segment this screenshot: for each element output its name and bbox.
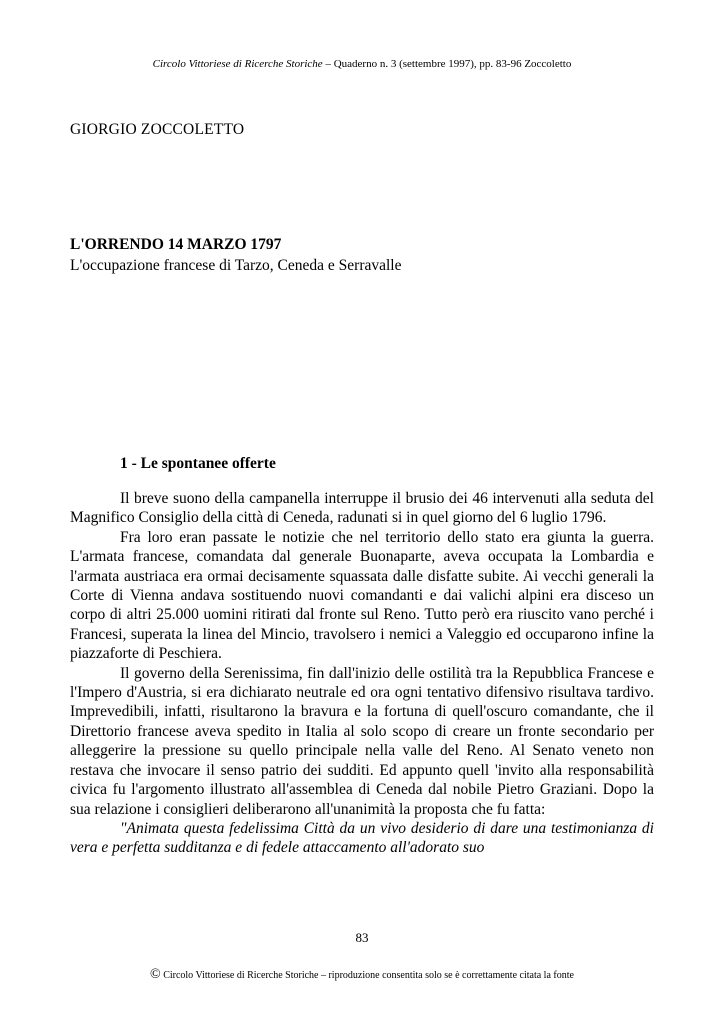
copyright-symbol: © [150, 967, 161, 982]
quoted-resolution: "Animata questa fedelissima Città da un vivo desiderio di dare una testimonianza di vera e perfetta sudditanza e di fedele attaccamento all'adorato suo [70, 819, 654, 857]
body-paragraph: Il breve suono della campanella interruppe il brusio dei 46 intervenuti alla seduta del Magnifico Consiglio della città di Ceneda, radunati si in quel giorno del 6 luglio 1796. [70, 490, 654, 527]
article-title: L'ORRENDO 14 MARZO 1797 [70, 236, 282, 253]
author-name: GIORGIO ZOCCOLETTO [70, 121, 245, 138]
copyright-text: Circolo Vittoriese di Ricerche Storiche – riproduzione consentita solo se è correttamente citata la fonte [163, 970, 574, 981]
body-paragraph: Fra loro eran passate le notizie che nel territorio dello stato era giunta la guerra. L'armata francese, comandata dal generale Buonaparte, aveva occupata la Lombardia e l'armata austriaca era ormai decisamente squassata dalle disfatte subite. Ai vecchi generali la Corte di Vienna andava sostituendo nuovi comandanti e dai valichi alpini era disceso un corpo di altri 25.000 uomini ritirati dal fronte sul Reno. Tutto però era riuscito vano perché i Francesi, superata la linea del Mincio, travolsero i nemici a Valeggio ed occuparono infine la piazzaforte di Peschiera. [70, 528, 654, 663]
page-number: 83 [355, 930, 369, 945]
page-footer [0, 967, 724, 983]
body-paragraph: Il governo della Serenissima, fin dall'inizio delle ostilità tra la Repubblica Francese e l'Impero d'Austria, si era dichiarato neutrale ed ora ogni tentativo difensivo risultava tardivo. Imprevedibili, infatti, risultarono la bravura e la fortuna di quell'oscuro comandante, che il Direttorio francese aveva spedito in Italia al solo scopo di creare un fronte secondario per alleggerire la pressione su quello principale nella valle del Reno. Al Senato veneto non restava che invocare il senso patrio dei sudditi. Ed appunto quell 'invito alla responsabilità civica fu l'argomento illustrato all'assemblea di Ceneda dal nobile Pietro Graziani. Dopo la sua relazione i consiglieri deliberarono all'unanimità la proposta che fu fatta: [70, 664, 654, 818]
article-subtitle: L'occupazione francese di Tarzo, Ceneda e Serravalle [70, 257, 402, 274]
section-heading: 1 - Le spontanee offerte [120, 455, 276, 472]
issue-info: – Quaderno n. 3 (settembre 1997), pp. 83-96 Zoccoletto [322, 58, 572, 70]
article-body [70, 489, 654, 858]
page-header [0, 58, 724, 70]
journal-name: Circolo Vittoriese di Ricerche Storiche [152, 58, 323, 70]
